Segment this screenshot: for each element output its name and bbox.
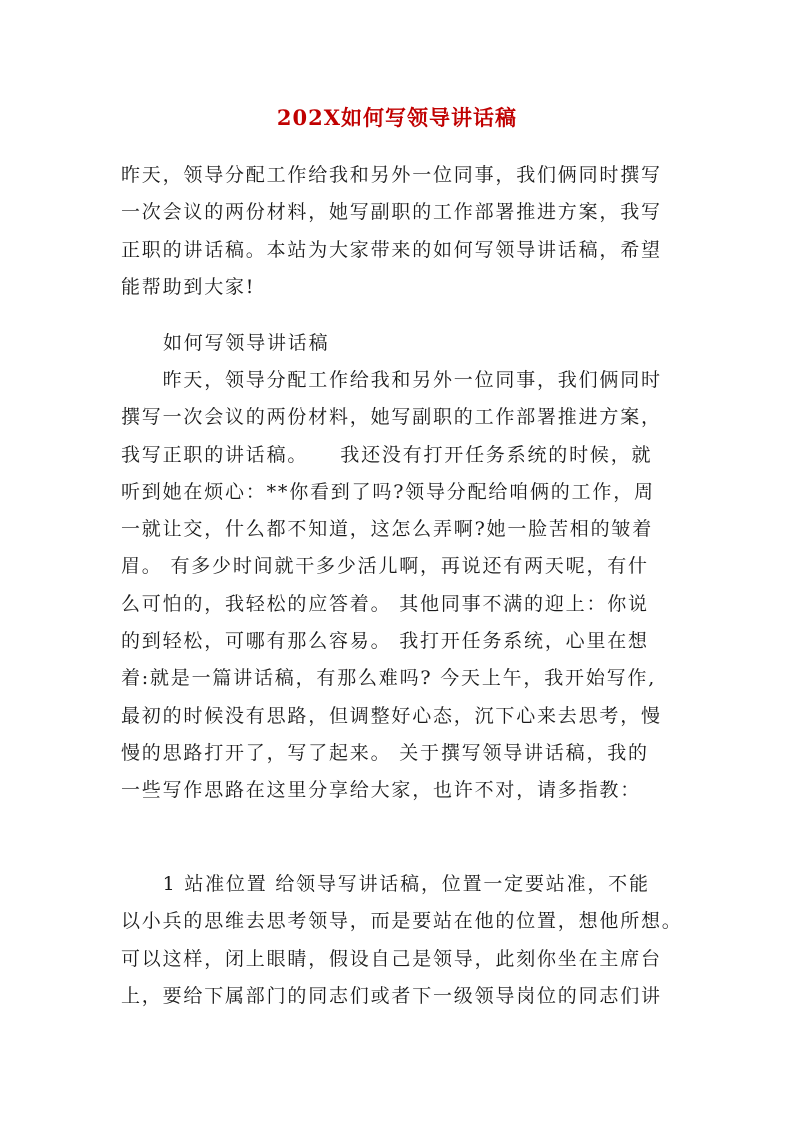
point-paragraph <box>121 866 681 1015</box>
text-line: 以小兵的思维去思考领导，而是要站在他的位置，想他所想。 <box>121 910 683 933</box>
text-line: 的到轻松，可哪有那么容易。 我打开任务系统，心里在想 <box>121 630 649 653</box>
text-line: 昨天，领导分配工作给我和另外一位同事，我们俩同时 <box>121 369 662 391</box>
text-line: 可以这样，闭上眼睛，假设自己是领导，此刻你坐在主席台 <box>121 947 662 970</box>
text-line: 么可怕的，我轻松的应答着。 其他同事不满的迎上：你说 <box>121 592 649 615</box>
text-line: 昨天，领导分配工作给我和另外一位同事，我们俩同时撰写 <box>121 164 662 186</box>
text-line: 正职的讲话稿。本站为大家带来的如何写领导讲话稿，希望 <box>121 238 662 261</box>
main-paragraph <box>121 362 681 810</box>
intro-paragraph <box>121 157 681 306</box>
text-line: 1 站准位置 给领导写讲话稿，位置一定要站准，不能 <box>121 873 650 895</box>
text-line: 眉。 有多少时间就干多少活儿啊，再说还有两天呢，有什 <box>121 555 649 578</box>
section-subtitle: 如何写领导讲话稿 <box>163 332 330 354</box>
text-line: 能帮助到大家! <box>121 275 256 298</box>
text-line: 我写正职的讲话稿。 我还没有打开任务系统的时候，就 <box>121 443 653 466</box>
document-title: 202X如何写领导讲话稿 <box>276 105 518 130</box>
text-line: 撰写一次会议的两份材料，她写副职的工作部署推进方案， <box>121 406 662 429</box>
text-line: 上，要给下属部门的同志们或者下一级领导岗位的同志们讲 <box>121 984 662 1007</box>
text-line: 一次会议的两份材料，她写副职的工作部署推进方案，我写 <box>121 201 662 224</box>
text-line: 听到她在烦心：**你看到了吗?领导分配给咱俩的工作，周 <box>121 480 655 503</box>
text-line: 最初的时候没有思路，但调整好心态，沉下心来去思考，慢 <box>121 704 662 727</box>
text-line: 着:就是一篇讲话稿，有那么难吗? 今天上午，我开始写作, <box>121 667 657 690</box>
text-line: 一些写作思路在这里分享给大家，也许不对，请多指教： <box>121 779 642 802</box>
text-line: 慢的思路打开了，写了起来。 关于撰写领导讲话稿，我的 <box>121 741 649 764</box>
text-line: 一就让交，什么都不知道，这怎么弄啊?她一脸苦相的皱着 <box>121 518 653 541</box>
